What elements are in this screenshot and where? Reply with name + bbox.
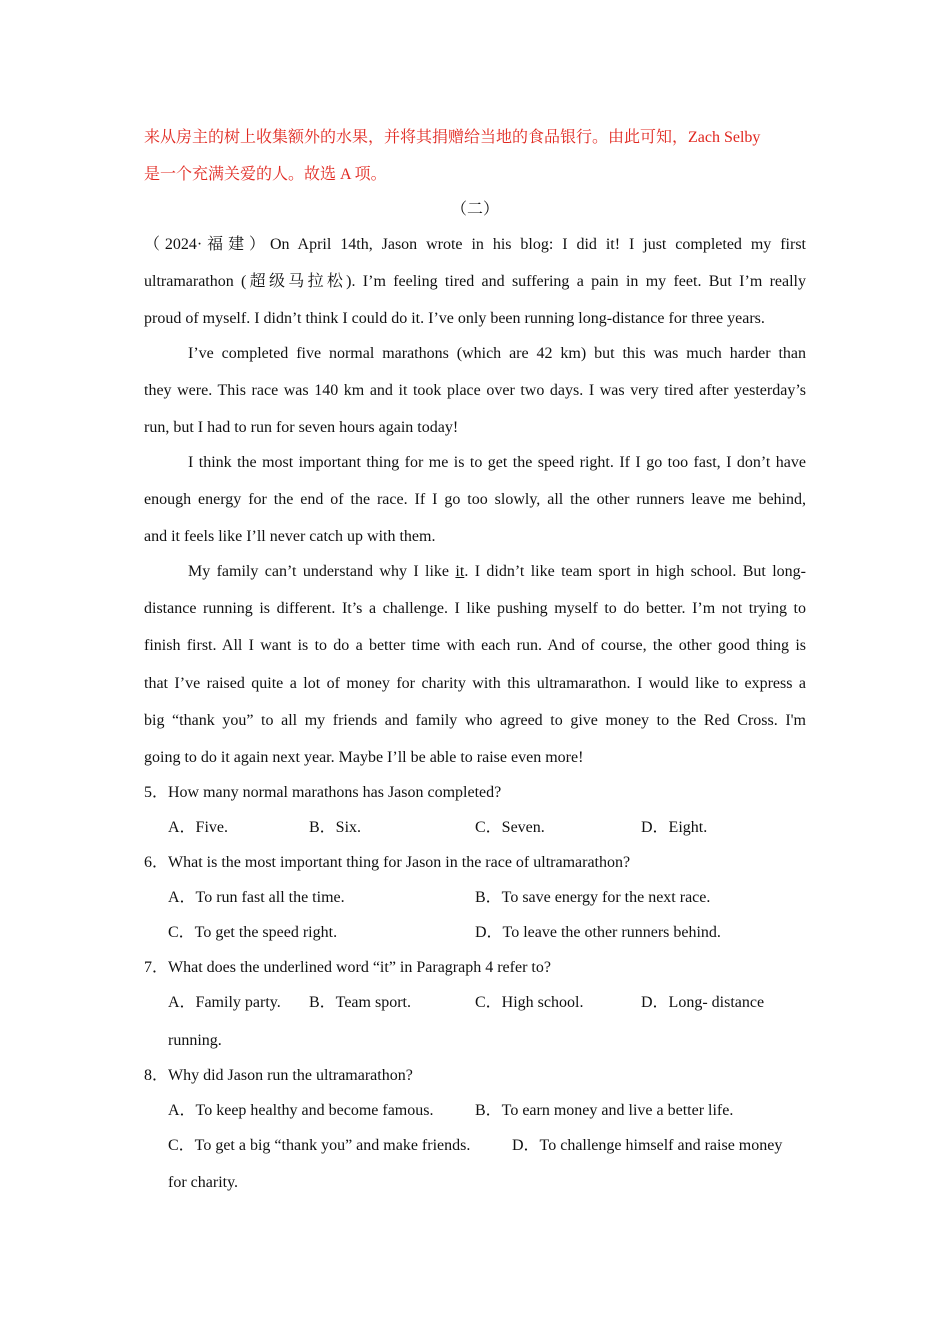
q8-option-d: D．To challenge himself and raise money: [512, 1137, 783, 1154]
q6-option-d: D．To leave the other runners behind.: [475, 924, 721, 941]
question-7-stem: 7．What does the underlined word “it” in Paragraph 4 refer to?: [144, 959, 551, 976]
section-title: （二）: [450, 201, 499, 218]
passage-p3-line-3: and it feels like I’ll never catch up with them.: [144, 528, 436, 545]
passage-p3-line-1: I think the most important thing for me is to get the speed right. If I go too fast, I don’t have: [188, 454, 806, 471]
q5-option-a: A．Five.: [168, 819, 229, 836]
answer-note-line-2: 是一个充满关爱的人。故选 A 项。: [144, 166, 387, 183]
question-6-stem: 6．What is the most important thing for Jason in the race of ultramarathon?: [144, 854, 631, 871]
q7-option-c: C．High school.: [475, 994, 584, 1011]
question-8-stem: 8．Why did Jason run the ultramarathon?: [144, 1067, 413, 1084]
p4-text-a: My family can’t understand why I like: [188, 563, 456, 580]
q6-option-b: B．To save energy for the next race.: [475, 889, 711, 906]
passage-p4-line-2: distance running is different. It’s a challenge. I like pushing myself to do better. I’m not trying to: [144, 600, 806, 617]
passage-p2-line-1: I’ve completed five normal marathons (which are 42 km) but this was much harder than: [188, 345, 806, 362]
passage-p4-line-5: big “thank you” to all my friends and family who agreed to give money to the Red Cross. I'm: [144, 712, 806, 729]
passage-p2-line-2: they were. This race was 140 km and it took place over two days. I was very tired after yesterday’s: [144, 382, 806, 399]
question-5-stem: 5．How many normal marathons has Jason completed?: [144, 784, 502, 801]
q6-option-c: C．To get the speed right.: [168, 924, 338, 941]
passage-p1-line-3: proud of myself. I didn’t think I could do it. I’ve only been running long-distance for three years.: [144, 310, 765, 327]
q7-option-a: A．Family party.: [168, 994, 281, 1011]
q7-option-d-continuation: running.: [168, 1032, 222, 1049]
p4-text-b: . I didn’t like team sport in high school. But long-: [464, 563, 806, 580]
q8-option-d-continuation: for charity.: [168, 1174, 239, 1191]
q5-option-c: C．Seven.: [475, 819, 545, 836]
passage-p1-line-1: （2024·福建）On April 14th, Jason wrote in his blog: I did it! I just completed my first: [144, 236, 806, 253]
q7-option-d: D．Long- distance: [641, 994, 765, 1011]
q8-option-a: A．To keep healthy and become famous.: [168, 1102, 434, 1119]
passage-p4-line-1: [188, 562, 806, 582]
passage-p4-line-3: finish first. All I want is to do a better time with each run. And of course, the other good thing is: [144, 637, 806, 654]
q8-option-b: B．To earn money and live a better life.: [475, 1102, 734, 1119]
passage-p1-line-2: ultramarathon (超级马拉松). I’m feeling tired and suffering a pain in my feet. But I’m really: [144, 273, 806, 290]
q6-option-a: A．To run fast all the time.: [168, 889, 345, 906]
answer-note-line-1: 来从房主的树上收集额外的水果，并将其捐赠给当地的食品银行。由此可知，Zach Selby: [144, 129, 761, 146]
q5-option-d: D．Eight.: [641, 819, 708, 836]
passage-p3-line-2: enough energy for the end of the race. If I go too slowly, all the other runners leave me behind,: [144, 491, 806, 508]
q8-option-c: C．To get a big “thank you” and make friends.: [168, 1137, 471, 1154]
underlined-word-it: it: [455, 563, 465, 580]
q5-option-b: B．Six.: [309, 819, 362, 836]
passage-p4-line-4: that I’ve raised quite a lot of money for charity with this ultramarathon. I would like to express a: [144, 675, 806, 692]
passage-p4-line-6: going to do it again next year. Maybe I’ll be able to raise even more!: [144, 749, 584, 766]
q7-option-b: B．Team sport.: [309, 994, 411, 1011]
passage-p2-line-3: run, but I had to run for seven hours again today!: [144, 419, 459, 436]
